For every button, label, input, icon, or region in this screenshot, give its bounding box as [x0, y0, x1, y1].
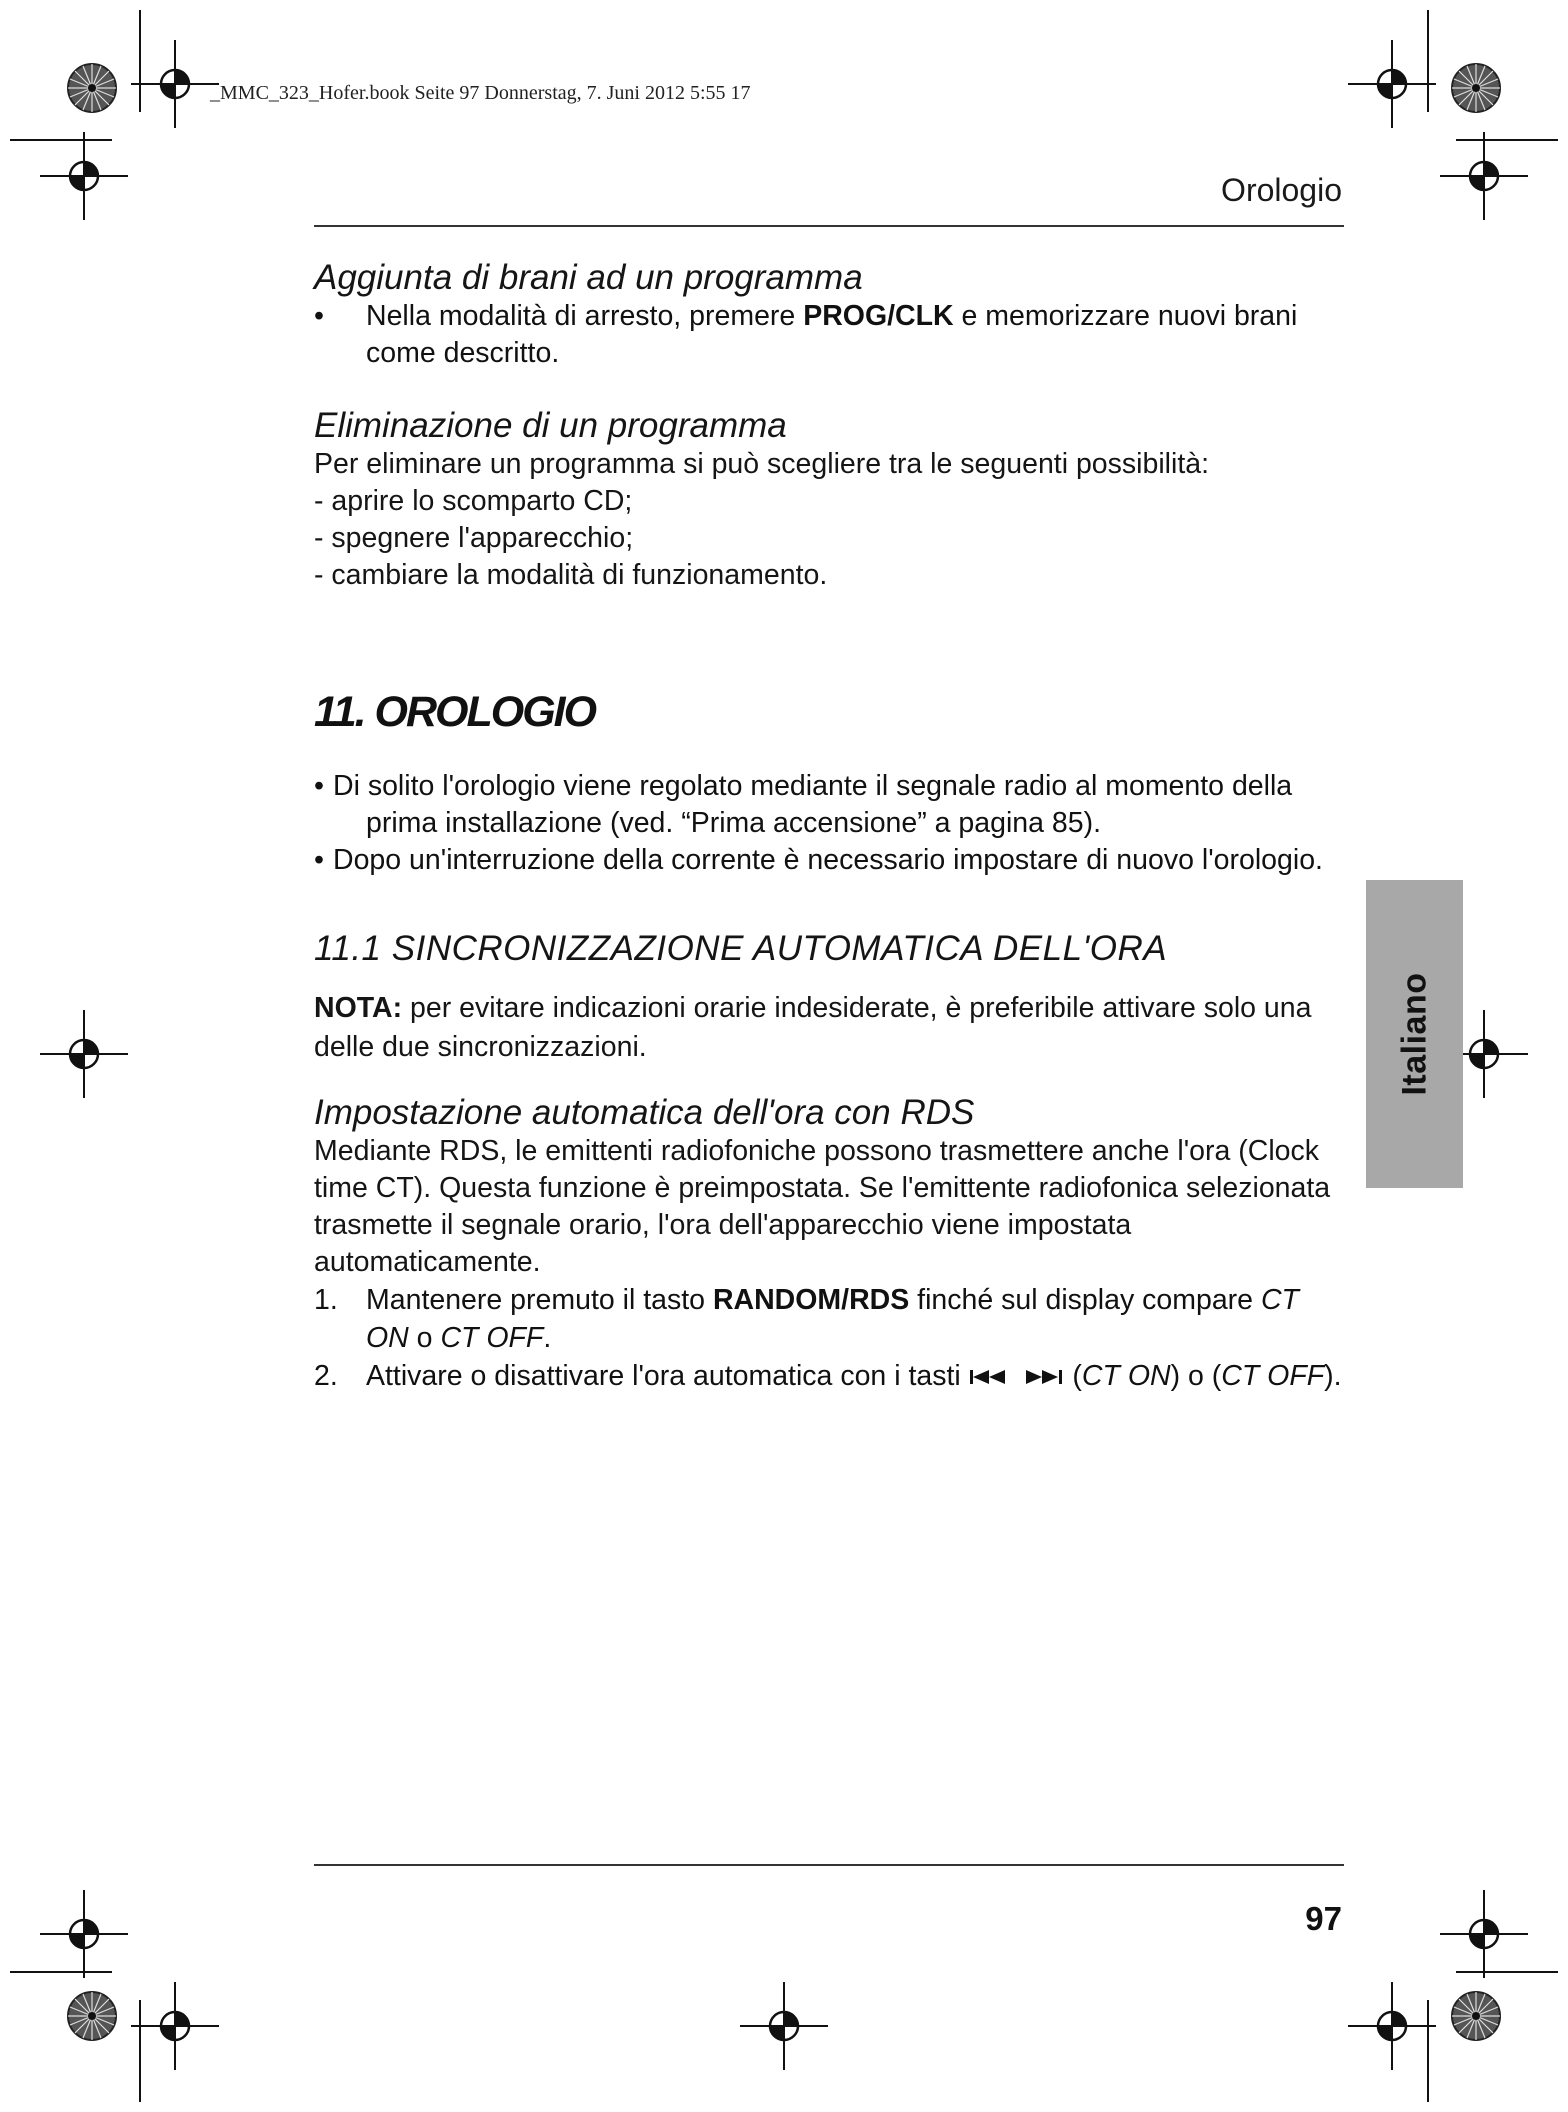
page-content [314, 258, 1344, 1395]
skip-back-icon [969, 1368, 1009, 1386]
starburst-target-icon [1452, 64, 1500, 112]
text-run: finché sul display compare [909, 1284, 1261, 1316]
header-rule [314, 225, 1344, 227]
text-run: ). [1324, 1360, 1342, 1392]
key-label: PROG/CLK [803, 300, 954, 332]
heading-add-tracks: Aggiunta di brani ad un programma [314, 258, 863, 297]
starburst-target-icon [68, 64, 116, 112]
bullet-mark: • [314, 300, 324, 332]
crosshair-icon [1440, 1890, 1528, 1978]
step-number: 1. [314, 1284, 338, 1316]
crosshair-icon [40, 1890, 128, 1978]
running-head: Orologio [1221, 172, 1342, 208]
numbered-step [314, 1281, 1344, 1357]
text-run: Mantenere premuto il tasto [366, 1284, 713, 1316]
list-item [314, 842, 1344, 879]
list-item [314, 298, 1344, 372]
heading-rds-time: Impostazione automatica dell'ora con RDS [314, 1093, 975, 1132]
step-number: 2. [314, 1360, 338, 1392]
note-label: NOTA: [314, 992, 403, 1024]
list-item [314, 768, 1344, 842]
list-item-text: Dopo un'interruzione della corrente è necessario impostare di nuovo l'orologio. [333, 844, 1323, 876]
delete-option: - aprire lo scomparto CD; [314, 485, 633, 517]
list-item-text [366, 298, 1344, 372]
crosshair-icon [131, 40, 219, 128]
crosshair-icon [40, 132, 128, 220]
bullet-mark: • [314, 844, 324, 876]
text-run: . [543, 1322, 552, 1354]
text-run: Attivare o disattivare l'ora automatica con i tasti [366, 1360, 969, 1392]
delete-intro: Per eliminare un programma si può scegliere tra le seguenti possibilità: [314, 448, 1210, 480]
footer-rule [314, 1864, 1344, 1866]
text-run: ) o ( [1170, 1360, 1222, 1392]
rds-intro: Mediante RDS, le emittenti radiofoniche possono trasmettere anche l'ora (Clock time CT). Questa funzione è preimpostata. Se l'emittente radiofonica selezionata trasmette il segnale orario, l'ora dell'apparecchio viene impostata automaticamente. [314, 1135, 1331, 1278]
text-run: Nella modalità di arresto, premere [366, 300, 804, 332]
starburst-target-icon [1452, 1992, 1500, 2040]
crosshair-icon [740, 1982, 828, 2070]
language-tab [1366, 880, 1463, 1188]
language-tab-label: Italiano [1395, 972, 1433, 1096]
printer-slug-line: _MMC_323_Hofer.book Seite 97 Donnerstag, 7. Juni 2012 5:55 17 [210, 82, 751, 104]
crosshair-icon [1440, 132, 1528, 220]
text-run: per evitare indicazioni orarie indesiderate, è preferibile attivare solo una delle due sincronizzazioni. [314, 992, 1312, 1063]
crosshair-icon [131, 1982, 219, 2070]
delete-option: - cambiare la modalità di funzionamento. [314, 559, 828, 591]
crosshair-icon [1348, 40, 1436, 128]
skip-forward-icon [1024, 1368, 1064, 1386]
display-value: CT OFF [1221, 1360, 1325, 1392]
display-value: CT ON [366, 1284, 1299, 1354]
crosshair-icon [1348, 1982, 1436, 2070]
text-run: o [408, 1322, 441, 1354]
page-number: 97 [1305, 1900, 1342, 1937]
bullet-mark: • [314, 770, 324, 802]
key-label: RANDOM/RDS [712, 1284, 910, 1316]
section-title: 11.1 SINCRONIZZAZIONE AUTOMATICA DELL'ORA [314, 929, 1168, 968]
note-paragraph [314, 989, 1344, 1067]
starburst-target-icon [68, 1992, 116, 2040]
display-value: CT ON [1081, 1360, 1171, 1392]
text-run: e memorizzare nuovi brani come descritto. [366, 300, 1298, 369]
step-text [366, 1281, 1344, 1357]
step-text [366, 1357, 1342, 1395]
delete-option: - spegnere l'apparecchio; [314, 522, 634, 554]
crosshair-icon [40, 1010, 128, 1098]
display-value: CT OFF [440, 1322, 544, 1354]
numbered-step [314, 1357, 1344, 1395]
chapter-title: 11. OROLOGIO [314, 688, 596, 736]
list-item-text: Di solito l'orologio viene regolato mediante il segnale radio al momento della prima installazione (ved. “Prima accensione” a pagina 85). [333, 770, 1293, 839]
text-run: ( [1064, 1360, 1082, 1392]
heading-delete-program: Eliminazione di un programma [314, 406, 787, 445]
